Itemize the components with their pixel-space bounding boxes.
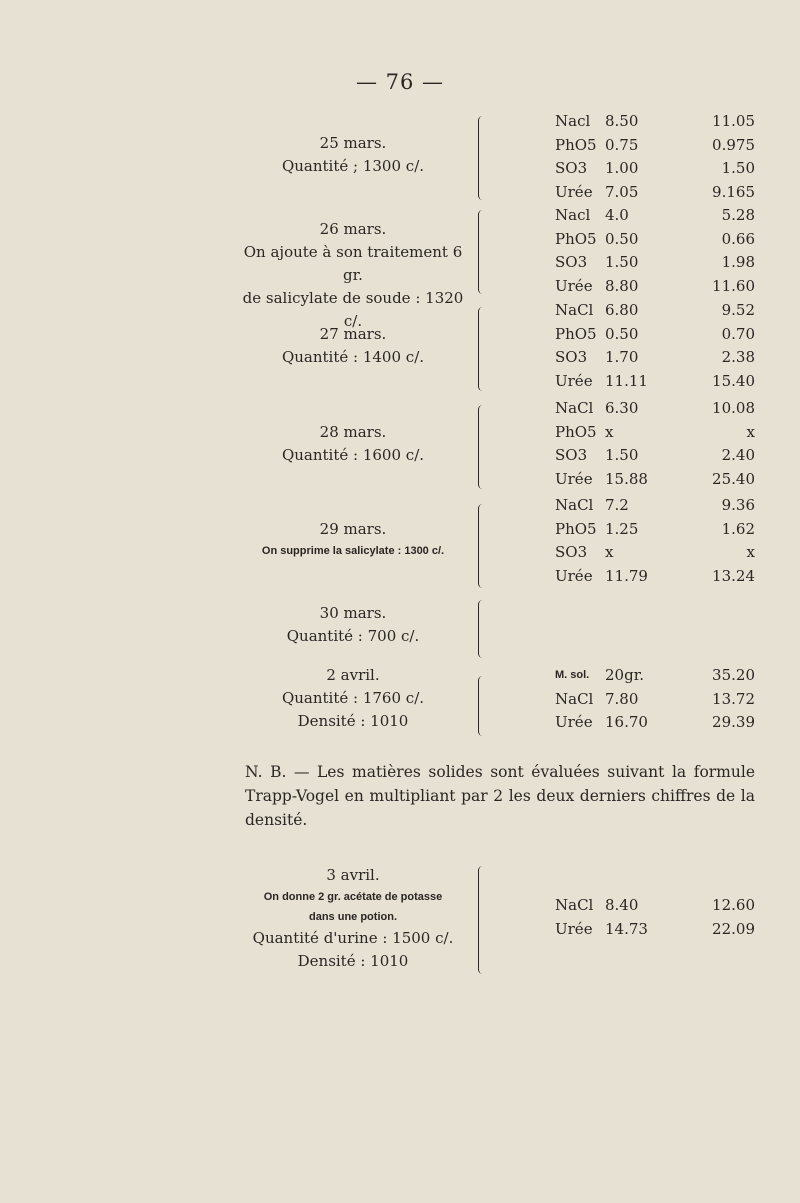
measurement-row: NaCl 7.80 13.72 — [555, 689, 755, 708]
entry-description — [235, 518, 471, 561]
measurement-row: SO3 1.70 2.38 — [555, 348, 755, 366]
entry-description — [235, 664, 471, 733]
entry-note: de salicylate de soude : 1320 c/. — [242, 289, 464, 330]
page-number: — 76 — — [355, 70, 445, 94]
measurement-row: PhO5 0.75 0.975 — [555, 135, 755, 154]
entry-note: On ajoute à son traitement 6 gr. — [243, 243, 463, 284]
measurement-row: NaCl 6.80 9.52 — [555, 301, 755, 319]
entry-quantity: Quantité : 1400 c/. — [281, 348, 425, 366]
brace — [478, 405, 487, 489]
measurement-row: Urée 7.05 9.165 — [555, 182, 755, 201]
entry-description — [235, 218, 471, 333]
brace — [478, 676, 487, 736]
measurement-rows — [555, 299, 755, 393]
entry-description — [235, 421, 471, 467]
entry-date: 30 mars. — [319, 604, 387, 622]
entry-description — [235, 132, 471, 178]
entry-note: On donne 2 gr. acétate de potasse — [263, 891, 443, 903]
brace — [478, 504, 487, 588]
measurement-row: Urée 8.80 11.60 — [555, 276, 755, 295]
measurement-row: SO3 1.50 2.40 — [555, 446, 755, 464]
measurement-row: Nacl 4.0 5.28 — [555, 206, 755, 224]
entry-date: 29 mars. — [319, 520, 387, 538]
measurement-row: PhO5 0.50 0.70 — [555, 324, 755, 343]
entry-date: 3 avril. — [326, 866, 380, 884]
measurement-rows — [555, 397, 755, 491]
measurement-row: NaCl 8.40 12.60 — [555, 896, 755, 914]
measurement-row: SO3 x x — [555, 543, 755, 561]
measurement-row: M. sol. 20gr. 35.20 — [555, 666, 755, 684]
measurement-rows — [555, 494, 755, 588]
measurement-row: SO3 1.00 1.50 — [555, 159, 755, 177]
measurement-row: Nacl 8.50 11.05 — [555, 112, 755, 130]
entry-date: 26 mars. — [319, 220, 387, 238]
brace — [478, 210, 487, 294]
measurement-row: PhO5 x x — [555, 422, 755, 441]
measurement-row: Urée 16.70 29.39 — [555, 713, 755, 731]
entry-quantity: Quantité ; 1300 c/. — [281, 157, 425, 175]
entry-note: dans une potion. — [309, 911, 397, 923]
entry-quantity: Quantité : 1760 c/. — [281, 689, 425, 707]
entry-density: Densité : 1010 — [297, 952, 409, 970]
measurement-row: Urée 11.79 13.24 — [555, 566, 755, 585]
entry-description — [235, 602, 471, 648]
brace — [478, 307, 487, 391]
brace — [478, 116, 487, 200]
entry-quantity: Quantité : 700 c/. — [286, 627, 420, 645]
entry-quantity: Quantité d'urine : 1500 c/. — [252, 929, 454, 947]
brace — [478, 600, 487, 658]
entry-description — [235, 323, 471, 369]
measurement-row: PhO5 1.25 1.62 — [555, 519, 755, 538]
entry-density: Densité : 1010 — [297, 712, 409, 730]
measurement-rows — [555, 204, 755, 298]
entry-quantity: Quantité : 1600 c/. — [281, 446, 425, 464]
entry-description — [235, 864, 471, 973]
entry-note: On supprime la salicylate : 1300 c/. — [261, 545, 445, 557]
measurement-rows — [555, 894, 755, 941]
entry-date: 28 mars. — [319, 423, 387, 441]
entry-date: 27 mars. — [319, 325, 387, 343]
entry-date: 2 avril. — [326, 666, 380, 684]
measurement-row: Urée 15.88 25.40 — [555, 469, 755, 488]
measurement-row: NaCl 7.2 9.36 — [555, 496, 755, 514]
measurement-row: Urée 14.73 22.09 — [555, 919, 755, 938]
brace — [478, 866, 487, 974]
measurement-row: NaCl 6.30 10.08 — [555, 399, 755, 417]
entry-date: 25 mars. — [319, 134, 387, 152]
measurement-rows — [555, 110, 755, 204]
measurement-rows — [555, 664, 755, 735]
note-paragraph: N. B. — Les matières solides sont évaluées suivant la formule Trapp-Vogel en multipliant par 2 les deux derniers chiffres de la densité. — [245, 763, 755, 829]
measurement-row: PhO5 0.50 0.66 — [555, 229, 755, 248]
measurement-row: Urée 11.11 15.40 — [555, 371, 755, 390]
measurement-row: SO3 1.50 1.98 — [555, 253, 755, 271]
